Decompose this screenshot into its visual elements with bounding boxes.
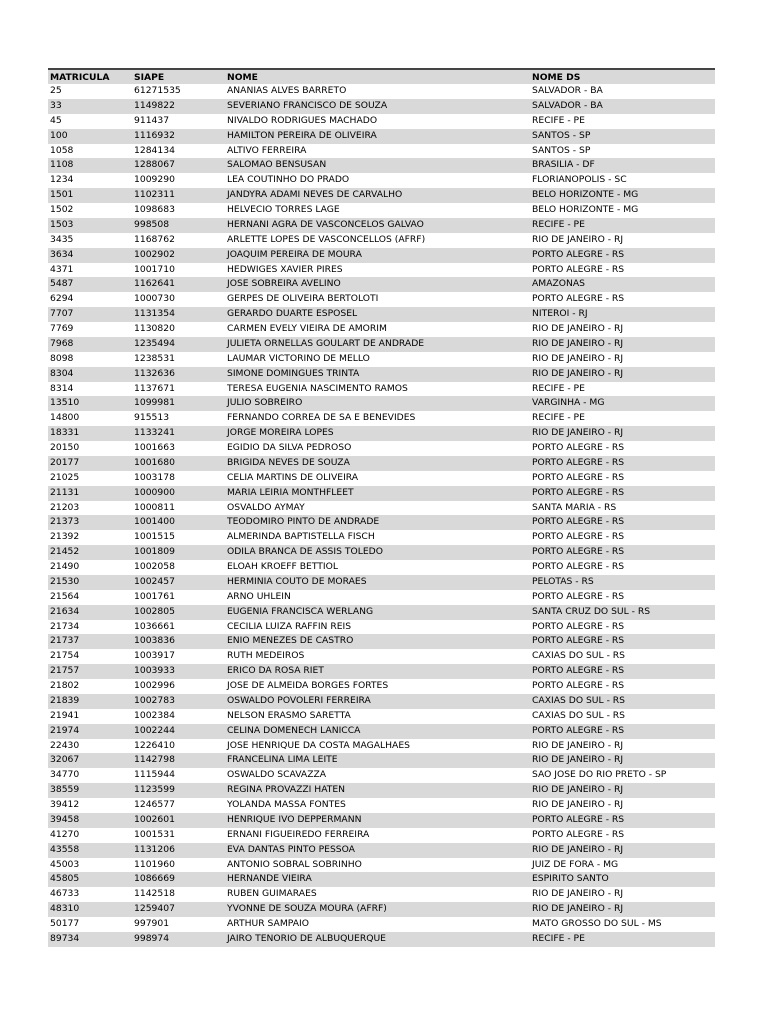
cell-matricula: 1501: [48, 188, 132, 203]
cell-matricula: 48310: [48, 902, 132, 917]
cell-nome-ds: PORTO ALEGRE - RS: [530, 248, 715, 263]
cell-nome: YOLANDA MASSA FONTES: [227, 799, 346, 810]
cell-nome-ds: CAXIAS DO SUL - RS: [532, 650, 626, 662]
cell-siape: 1098683: [134, 204, 175, 215]
table-row: [48, 887, 715, 902]
cell-nome-ds: SANTOS - SP: [530, 129, 715, 144]
cell-siape: 1001680: [132, 456, 225, 471]
cell-nome-ds: SAO JOSE DO RIO PRETO - SP: [532, 769, 667, 781]
cell-nome-ds: RECIFE - PE: [532, 382, 585, 394]
cell-nome: YVONNE DE SOUZA MOURA (AFRF): [225, 902, 530, 917]
cell-siape: 1238531: [134, 352, 175, 364]
cell-nome-ds: PORTO ALEGRE - RS: [532, 590, 625, 602]
cell-nome: CECILIA LUIZA RAFFIN REIS: [227, 620, 352, 632]
cell-nome: OSWALDO SCAVAZZA: [227, 769, 327, 781]
table-row: [48, 337, 715, 352]
cell-matricula: 7769: [50, 323, 74, 334]
cell-matricula: 22430: [50, 739, 80, 751]
table-row: [48, 352, 715, 367]
cell-nome-ds: RIO DE JANEIRO - RJ: [532, 888, 624, 900]
cell-nome-ds: BELO HORIZONTE - MG: [532, 204, 639, 215]
table-body: [48, 84, 715, 947]
cell-nome-ds: PORTO ALEGRE - RS: [532, 263, 625, 275]
cell-nome-ds: RECIFE - PE: [530, 218, 715, 233]
cell-matricula: 21452: [48, 545, 132, 560]
cell-siape: 1086669: [132, 872, 225, 887]
cell-nome: HERMINIA COUTO DE MORAES: [225, 575, 530, 590]
cell-nome-ds: PORTO ALEGRE - RS: [530, 456, 715, 471]
cell-nome-ds: ESPIRITO SANTO: [530, 872, 715, 887]
table-row: [48, 501, 715, 516]
cell-siape: 1102311: [132, 188, 225, 203]
cell-nome: CELINA DOMENECH LANICCA: [225, 724, 530, 739]
cell-matricula: 3435: [50, 233, 74, 245]
cell-siape: 1001400: [132, 515, 225, 530]
header-row: [48, 69, 715, 84]
cell-nome-ds: PORTO ALEGRE - RS: [530, 634, 715, 649]
cell-siape: 1002902: [132, 248, 225, 263]
cell-matricula: 25: [50, 85, 62, 96]
cell-siape: 1002783: [132, 694, 225, 709]
table-row: [48, 872, 715, 887]
cell-siape: 1246577: [134, 799, 175, 810]
cell-nome-ds: PORTO ALEGRE - RS: [530, 724, 715, 739]
cell-matricula: 3634: [48, 248, 132, 263]
cell-matricula: 21634: [48, 605, 132, 620]
table-row: [48, 456, 715, 471]
cell-nome: JULIO SOBREIRO: [225, 396, 530, 411]
cell-nome-ds: PORTO ALEGRE - RS: [530, 664, 715, 679]
cell-matricula: 21373: [48, 515, 132, 530]
header-matricula: MATRICULA: [48, 69, 132, 84]
table-row: [48, 233, 715, 248]
cell-matricula: 39458: [48, 813, 132, 828]
cell-nome: ENIO MENEZES DE CASTRO: [225, 634, 530, 649]
cell-nome: GERARDO DUARTE ESPOSEL: [225, 307, 530, 322]
cell-nome-ds: PORTO ALEGRE - RS: [532, 561, 625, 572]
cell-siape: 1000811: [134, 501, 175, 513]
table-row: [48, 932, 715, 947]
cell-nome: OSVALDO AYMAY: [227, 501, 305, 513]
cell-siape: 915513: [134, 412, 170, 424]
cell-matricula: 8098: [50, 352, 74, 364]
cell-nome-ds: RIO DE JANEIRO - RJ: [532, 799, 624, 810]
cell-siape: 1162641: [132, 277, 225, 292]
cell-nome: BRIGIDA NEVES DE SOUZA: [225, 456, 530, 471]
cell-matricula: 45805: [48, 872, 132, 887]
table-row: [48, 858, 715, 873]
cell-matricula: 46733: [50, 888, 80, 900]
cell-nome-ds: SANTOS - SP: [532, 144, 591, 156]
cell-matricula: 21737: [48, 634, 132, 649]
cell-nome-ds: RIO DE JANEIRO - RJ: [532, 323, 624, 334]
cell-nome: JORGE MOREIRA LOPES: [225, 426, 530, 441]
cell-matricula: 7968: [48, 337, 132, 352]
cell-nome: HERNANDE VIEIRA: [225, 872, 530, 887]
table-row: [48, 515, 715, 530]
cell-siape: 1003178: [134, 471, 175, 483]
cell-siape: 1131354: [132, 307, 225, 322]
cell-matricula: 89734: [48, 932, 132, 947]
cell-nome-ds: CAXIAS DO SUL - RS: [532, 709, 626, 721]
cell-nome-ds: PORTO ALEGRE - RS: [532, 531, 625, 543]
cell-siape: 1149822: [132, 99, 225, 114]
cell-siape: 1101960: [134, 858, 175, 870]
cell-nome: RUBEN GUIMARAES: [227, 888, 317, 900]
table-row: [48, 590, 715, 605]
cell-nome-ds: SANTA CRUZ DO SUL - RS: [530, 605, 715, 620]
cell-nome: NIVALDO RODRIGUES MACHADO: [227, 114, 378, 126]
table-row: [48, 426, 715, 441]
table-row: [48, 144, 715, 159]
cell-nome-ds: RIO DE JANEIRO - RJ: [532, 352, 624, 364]
cell-siape: 1168762: [134, 233, 175, 245]
cell-nome: EVA DANTAS PINTO PESSOA: [225, 843, 530, 858]
table-row: [48, 203, 715, 218]
cell-siape: 1003917: [134, 650, 175, 662]
table-row: [48, 575, 715, 590]
cell-nome-ds: JUIZ DE FORA - MG: [532, 858, 619, 870]
table-row: [48, 798, 715, 813]
cell-siape: 1226410: [134, 739, 175, 751]
cell-nome: ARNO UHLEIN: [227, 590, 291, 602]
cell-nome-ds: RIO DE JANEIRO - RJ: [532, 739, 624, 751]
cell-nome: SALOMAO BENSUSAN: [225, 158, 530, 173]
cell-nome-ds: FLORIANOPOLIS - SC: [532, 174, 627, 186]
table-row: [48, 277, 715, 292]
cell-siape: 1002601: [132, 813, 225, 828]
cell-nome: ARLETTE LOPES DE VASCONCELLOS (AFRF): [227, 233, 426, 245]
cell-nome-ds: SALVADOR - BA: [530, 99, 715, 114]
cell-matricula: 1502: [50, 204, 74, 215]
cell-matricula: 1108: [48, 158, 132, 173]
cell-nome: FRANCELINA LIMA LEITE: [225, 753, 530, 768]
cell-nome: JANDYRA ADAMI NEVES DE CARVALHO: [225, 188, 530, 203]
cell-matricula: 8314: [50, 382, 74, 394]
cell-nome: ALTIVO FERREIRA: [227, 144, 307, 156]
cell-nome-ds: PORTO ALEGRE - RS: [530, 545, 715, 560]
cell-nome: ARTHUR SAMPAIO: [227, 918, 309, 929]
table-row: [48, 188, 715, 203]
cell-siape: 1001531: [134, 828, 175, 840]
cell-siape: 998508: [132, 218, 225, 233]
cell-nome: JOSE DE ALMEIDA BORGES FORTES: [227, 680, 389, 691]
cell-nome-ds: PORTO ALEGRE - RS: [530, 486, 715, 501]
cell-nome: SIMONE DOMINGUES TRINTA: [225, 367, 530, 382]
cell-nome: HENRIQUE IVO DEPPERMANN: [225, 813, 530, 828]
cell-nome-ds: MATO GROSSO DO SUL - MS: [532, 918, 662, 929]
cell-matricula: 1234: [50, 174, 74, 186]
cell-matricula: 5487: [48, 277, 132, 292]
table-row: [48, 813, 715, 828]
table-row: [48, 753, 715, 768]
data-table-container: [48, 68, 715, 947]
table-row: [48, 843, 715, 858]
cell-siape: 1002384: [134, 709, 175, 721]
cell-nome-ds: RECIFE - PE: [532, 412, 585, 424]
cell-siape: 1001761: [134, 590, 175, 602]
cell-siape: 1003836: [132, 634, 225, 649]
cell-nome: OSWALDO POVOLERI FERREIRA: [225, 694, 530, 709]
cell-siape: 1099981: [132, 396, 225, 411]
cell-nome: LEA COUTINHO DO PRADO: [227, 174, 350, 186]
table-row: [48, 263, 715, 278]
cell-matricula: 41270: [50, 828, 80, 840]
cell-nome-ds: RIO DE JANEIRO - RJ: [530, 843, 715, 858]
cell-nome: MARIA LEIRIA MONTHFLEET: [225, 486, 530, 501]
table-row: [48, 441, 715, 456]
cell-matricula: 6294: [50, 293, 74, 305]
cell-siape: 1259407: [132, 902, 225, 917]
cell-matricula: 21974: [48, 724, 132, 739]
cell-nome-ds: PORTO ALEGRE - RS: [532, 828, 625, 840]
cell-nome-ds: CAXIAS DO SUL - RS: [530, 694, 715, 709]
cell-matricula: 21530: [48, 575, 132, 590]
cell-matricula: 32067: [48, 753, 132, 768]
cell-nome: NELSON ERASMO SARETTA: [227, 709, 351, 721]
cell-nome: TERESA EUGENIA NASCIMENTO RAMOS: [227, 382, 408, 394]
cell-nome: ODILA BRANCA DE ASSIS TOLEDO: [225, 545, 530, 560]
table-row: [48, 739, 715, 754]
cell-nome-ds: BELO HORIZONTE - MG: [530, 188, 715, 203]
cell-siape: 1002996: [134, 680, 175, 691]
cell-siape: 1003933: [132, 664, 225, 679]
cell-siape: 1142798: [132, 753, 225, 768]
cell-nome: CARMEN EVELY VIEIRA DE AMORIM: [227, 323, 387, 334]
cell-matricula: 20150: [50, 442, 80, 453]
table-row: [48, 411, 715, 426]
cell-nome-ds: PORTO ALEGRE - RS: [530, 515, 715, 530]
header-siape: SIAPE: [132, 69, 225, 84]
cell-matricula: 7707: [48, 307, 132, 322]
cell-matricula: 1503: [48, 218, 132, 233]
cell-matricula: 21564: [50, 590, 80, 602]
cell-siape: 1235494: [132, 337, 225, 352]
cell-matricula: 33: [48, 99, 132, 114]
table-row: [48, 292, 715, 307]
cell-siape: 997901: [134, 918, 170, 929]
table-row: [48, 605, 715, 620]
table-row: [48, 664, 715, 679]
cell-nome-ds: PELOTAS - RS: [530, 575, 715, 590]
table-row: [48, 634, 715, 649]
cell-nome-ds: PORTO ALEGRE - RS: [532, 442, 625, 453]
cell-matricula: 21734: [50, 620, 80, 632]
cell-siape: 1132636: [132, 367, 225, 382]
cell-siape: 1137671: [134, 382, 175, 394]
table-row: [48, 173, 715, 188]
cell-nome: ELOAH KROEFF BETTIOL: [227, 561, 338, 572]
table-row: [48, 783, 715, 798]
cell-siape: 1116932: [132, 129, 225, 144]
table-row: [48, 307, 715, 322]
table-row: [48, 694, 715, 709]
cell-nome-ds: SALVADOR - BA: [532, 85, 603, 96]
cell-nome-ds: RECIFE - PE: [532, 114, 585, 126]
table-row: [48, 917, 715, 932]
cell-matricula: 21757: [48, 664, 132, 679]
cell-siape: 1123599: [132, 783, 225, 798]
cell-nome: GERPES DE OLIVEIRA BERTOLOTI: [227, 293, 379, 305]
cell-nome: LAUMAR VICTORINO DE MELLO: [227, 352, 370, 364]
table-row: [48, 620, 715, 635]
cell-matricula: 21802: [50, 680, 80, 691]
cell-nome-ds: NITEROI - RJ: [530, 307, 715, 322]
cell-siape: 1002244: [132, 724, 225, 739]
cell-nome-ds: PORTO ALEGRE - RS: [532, 293, 625, 305]
cell-nome: HAMILTON PEREIRA DE OLIVEIRA: [225, 129, 530, 144]
cell-matricula: 34770: [50, 769, 80, 781]
cell-siape: 1002805: [132, 605, 225, 620]
cell-nome-ds: VARGINHA - MG: [530, 396, 715, 411]
table-row: [48, 709, 715, 724]
cell-nome-ds: RIO DE JANEIRO - RJ: [530, 337, 715, 352]
cell-nome-ds: AMAZONAS: [530, 277, 715, 292]
cell-matricula: 38559: [48, 783, 132, 798]
table-row: [48, 382, 715, 397]
cell-siape: 1131206: [132, 843, 225, 858]
cell-siape: 1000730: [134, 293, 175, 305]
cell-matricula: 13510: [48, 396, 132, 411]
table-row: [48, 396, 715, 411]
cell-matricula: 45: [50, 114, 62, 126]
cell-siape: 1001515: [134, 531, 175, 543]
cell-nome: ANTONIO SOBRAL SOBRINHO: [227, 858, 362, 870]
cell-nome-ds: PORTO ALEGRE - RS: [532, 680, 625, 691]
cell-nome-ds: PORTO ALEGRE - RS: [532, 471, 625, 483]
cell-nome: JULIETA ORNELLAS GOULART DE ANDRADE: [225, 337, 530, 352]
cell-matricula: 21025: [50, 471, 80, 483]
cell-matricula: 14800: [50, 412, 80, 424]
cell-siape: 1009290: [134, 174, 175, 186]
cell-siape: 998974: [132, 932, 225, 947]
cell-siape: 1001663: [134, 442, 175, 453]
cell-nome-ds: BRASILIA - DF: [530, 158, 715, 173]
header-nome: NOME: [225, 69, 530, 84]
cell-nome-ds: PORTO ALEGRE - RS: [530, 813, 715, 828]
cell-nome: ERNANI FIGUEIREDO FERREIRA: [227, 828, 370, 840]
cell-siape: 911437: [134, 114, 170, 126]
cell-nome: TEODOMIRO PINTO DE ANDRADE: [225, 515, 530, 530]
cell-siape: 1002058: [134, 561, 175, 572]
cell-nome-ds: PORTO ALEGRE - RS: [532, 620, 625, 632]
table-row: [48, 560, 715, 575]
cell-matricula: 21131: [48, 486, 132, 501]
cell-nome: HEDWIGES XAVIER PIRES: [227, 263, 343, 275]
cell-nome: EUGENIA FRANCISCA WERLANG: [225, 605, 530, 620]
cell-siape: 1130820: [134, 323, 175, 334]
cell-nome: FERNANDO CORREA DE SA E BENEVIDES: [227, 412, 416, 424]
cell-nome: HERNANI AGRA DE VASCONCELOS GALVAO: [225, 218, 530, 233]
cell-nome: ANANIAS ALVES BARRETO: [227, 85, 347, 96]
header-nome-ds: NOME DS: [530, 69, 715, 84]
table-row: [48, 724, 715, 739]
table-row: [48, 158, 715, 173]
cell-matricula: 43558: [48, 843, 132, 858]
cell-matricula: 18331: [48, 426, 132, 441]
cell-nome: SEVERIANO FRANCISCO DE SOUZA: [225, 99, 530, 114]
cell-matricula: 21203: [50, 501, 80, 513]
cell-siape: 61271535: [134, 85, 181, 96]
table-row: [48, 828, 715, 843]
cell-nome: EGIDIO DA SILVA PEDROSO: [227, 442, 352, 453]
cell-nome: CELIA MARTINS DE OLIVEIRA: [227, 471, 359, 483]
cell-matricula: 50177: [50, 918, 80, 929]
cell-nome-ds: RIO DE JANEIRO - RJ: [530, 783, 715, 798]
cell-matricula: 20177: [48, 456, 132, 471]
table-row: [48, 545, 715, 560]
cell-nome: JOSE HENRIQUE DA COSTA MAGALHAES: [227, 739, 410, 751]
cell-siape: 1284134: [134, 144, 175, 156]
cell-matricula: 21839: [48, 694, 132, 709]
data-table: [48, 68, 715, 947]
table-row: [48, 367, 715, 382]
cell-siape: 1115944: [134, 769, 175, 781]
table-row: [48, 129, 715, 144]
table-row: [48, 768, 715, 783]
cell-nome: REGINA PROVAZZI HATEN: [225, 783, 530, 798]
cell-matricula: 8304: [48, 367, 132, 382]
table-row: [48, 248, 715, 263]
cell-nome-ds: SANTA MARIA - RS: [532, 501, 617, 513]
cell-siape: 1000900: [132, 486, 225, 501]
cell-nome: ERICO DA ROSA RIET: [225, 664, 530, 679]
cell-siape: 1002457: [132, 575, 225, 590]
table-row: [48, 649, 715, 664]
cell-matricula: 100: [48, 129, 132, 144]
cell-nome-ds: RIO DE JANEIRO - RJ: [530, 367, 715, 382]
cell-matricula: 4371: [50, 263, 74, 275]
table-row: [48, 486, 715, 501]
cell-nome-ds: RECIFE - PE: [530, 932, 715, 947]
cell-nome: JOSE SOBREIRA AVELINO: [225, 277, 530, 292]
table-row: [48, 114, 715, 129]
table-row: [48, 99, 715, 114]
cell-nome: JOAQUIM PEREIRA DE MOURA: [225, 248, 530, 263]
cell-siape: 1036661: [134, 620, 175, 632]
table-row: [48, 679, 715, 694]
table-row: [48, 471, 715, 486]
cell-nome-ds: RIO DE JANEIRO - RJ: [530, 426, 715, 441]
cell-siape: 1001809: [132, 545, 225, 560]
cell-nome-ds: RIO DE JANEIRO - RJ: [530, 902, 715, 917]
table-row: [48, 322, 715, 337]
table-row: [48, 530, 715, 545]
cell-nome: RUTH MEDEIROS: [227, 650, 305, 662]
cell-matricula: 21941: [50, 709, 80, 721]
cell-nome-ds: RIO DE JANEIRO - RJ: [532, 233, 624, 245]
cell-matricula: 21490: [50, 561, 80, 572]
table-row: [48, 902, 715, 917]
cell-matricula: 21754: [50, 650, 80, 662]
cell-matricula: 39412: [50, 799, 80, 810]
cell-matricula: 1058: [50, 144, 74, 156]
cell-nome: JAIRO TENORIO DE ALBUQUERQUE: [225, 932, 530, 947]
cell-nome: HELVECIO TORRES LAGE: [227, 204, 340, 215]
cell-siape: 1133241: [132, 426, 225, 441]
table-row: [48, 218, 715, 233]
cell-siape: 1001710: [134, 263, 175, 275]
cell-nome: ALMERINDA BAPTISTELLA FISCH: [227, 531, 375, 543]
cell-matricula: 45003: [50, 858, 80, 870]
table-row: [48, 84, 715, 99]
cell-nome-ds: RIO DE JANEIRO - RJ: [530, 753, 715, 768]
cell-siape: 1142518: [134, 888, 175, 900]
cell-matricula: 21392: [50, 531, 80, 543]
cell-siape: 1288067: [132, 158, 225, 173]
